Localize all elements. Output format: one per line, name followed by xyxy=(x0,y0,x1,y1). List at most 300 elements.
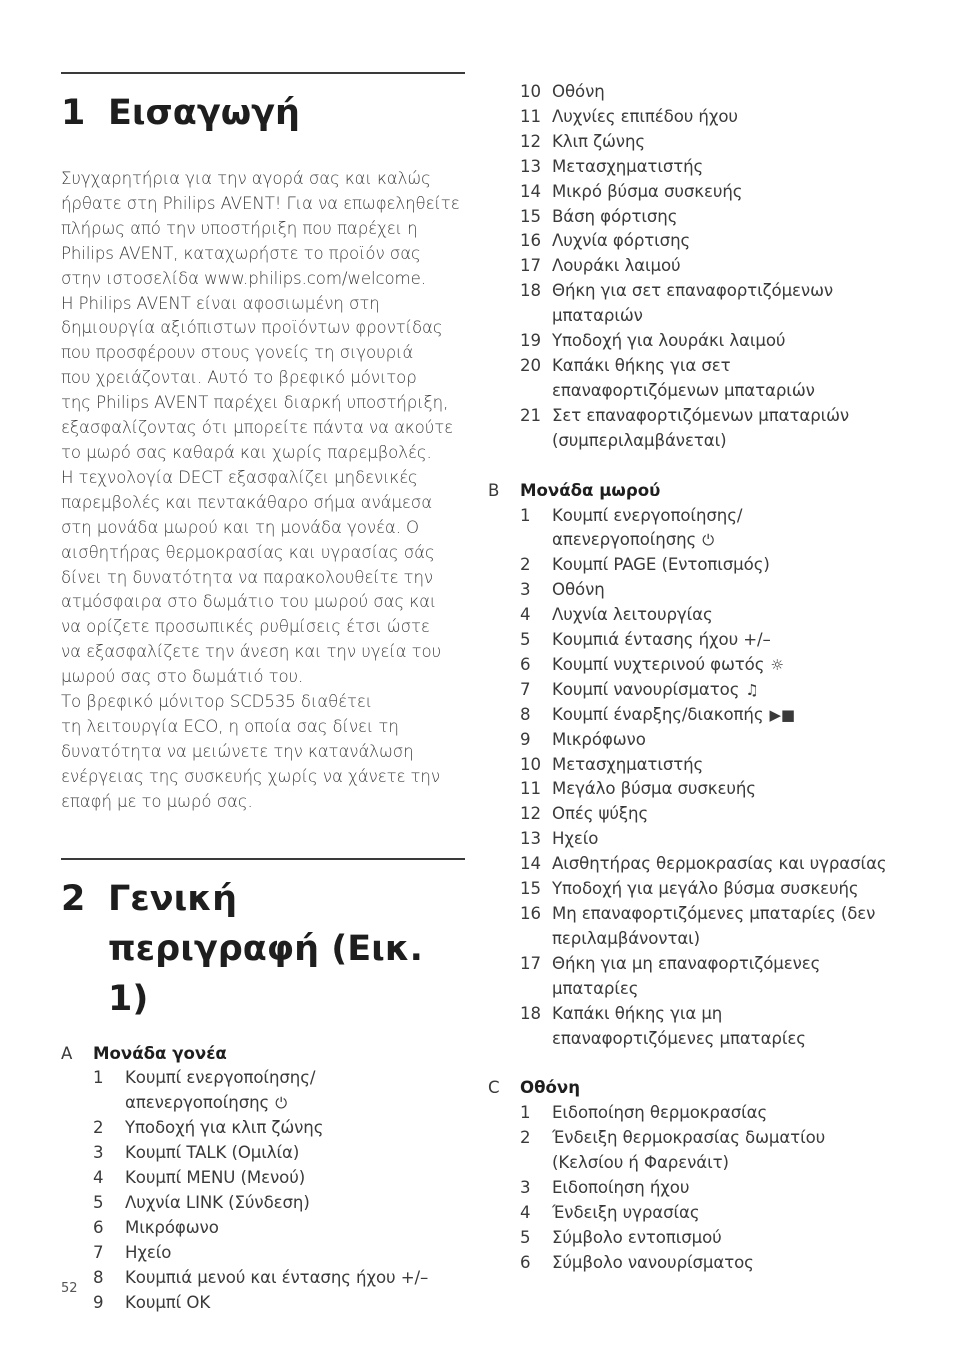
paragraph-line: δυνατότητα να μειώνετε την κατανάλωση xyxy=(61,741,414,761)
item-text-line xyxy=(552,279,928,304)
group-c-list xyxy=(488,1101,928,1275)
item-text-segment: Σύμβολο εντοπισμού xyxy=(552,1227,722,1247)
item-text xyxy=(488,1251,928,1276)
item-text-segment: Ένδειξη υγρασίας xyxy=(552,1202,700,1222)
item-text-segment: Κουμπί νυχτερινού φωτός xyxy=(552,654,765,674)
paragraph-line: να εξασφαλίζετε την άνεση και την υγεία του xyxy=(61,642,442,662)
group-b-list xyxy=(488,504,928,1052)
item-text-segment: Ειδοποίηση ήχου xyxy=(552,1178,690,1198)
item-text xyxy=(488,80,928,105)
list-item xyxy=(488,354,928,404)
group-c xyxy=(488,1076,928,1275)
item-text-line xyxy=(552,553,928,578)
item-text xyxy=(488,254,928,279)
item-text-line xyxy=(552,578,928,603)
item-text xyxy=(488,155,928,180)
item-number: 7 xyxy=(93,1242,104,1262)
group-a-list xyxy=(61,1066,465,1315)
paragraph-line: πλήρως από την υποστήριξη που παρέχει η xyxy=(61,218,418,238)
item-number: 6 xyxy=(520,1252,531,1272)
section-divider xyxy=(61,72,465,74)
item-text-segment: Καπάκι θήκης για μη xyxy=(552,1003,723,1023)
section-title: Εισαγωγή xyxy=(108,93,300,133)
item-text xyxy=(488,877,928,902)
item-text-segment: επαναφορτιζόμενων μπαταριών xyxy=(552,380,815,400)
list-item xyxy=(488,329,928,354)
list-item xyxy=(61,1191,465,1216)
list-item xyxy=(488,653,928,678)
section-2-heading xyxy=(61,874,465,1024)
item-text-line xyxy=(552,628,928,653)
paragraph-line: το μωρό σας καθαρά και χωρίς παρεμβολές. xyxy=(61,442,432,462)
item-text-segment: Λουράκι λαιμού xyxy=(552,256,681,276)
item-text xyxy=(488,753,928,778)
list-item xyxy=(488,404,928,454)
list-item xyxy=(488,603,928,628)
item-text-segment: Κουμπί νανουρίσματος xyxy=(552,679,740,699)
item-number: 19 xyxy=(520,331,541,351)
item-text-segment: Θήκη για σετ επαναφορτιζόμενων xyxy=(552,281,834,301)
item-text-segment: Μεγάλο βύσμα συσκευής xyxy=(552,779,756,799)
item-text xyxy=(488,1101,928,1126)
paragraph-line: ήρθατε στη Philips AVENT! Για να επωφεληθείτε xyxy=(61,193,460,213)
item-text-line xyxy=(552,354,928,379)
section-number: 2 xyxy=(61,878,86,919)
item-text-segment: Μετασχηματιστής xyxy=(552,754,704,774)
item-text-segment: περιλαμβάνονται) xyxy=(552,928,701,948)
item-text-segment: Οθόνη xyxy=(552,82,605,101)
group-a-header xyxy=(61,1042,465,1067)
item-text-segment: Κουμπί MENU (Μενού) xyxy=(125,1168,306,1188)
list-item xyxy=(488,155,928,180)
item-text-line xyxy=(552,130,928,155)
item-text-line xyxy=(125,1141,465,1166)
item-text-line xyxy=(552,678,928,703)
item-number: 14 xyxy=(520,854,541,874)
paragraph-line: Η Philips AVENT είναι αφοσιωμένη στη xyxy=(61,293,380,313)
item-text xyxy=(488,229,928,254)
item-text-segment: Κουμπί TALK (Ομιλία) xyxy=(125,1143,300,1163)
item-number: 11 xyxy=(520,106,541,126)
item-number: 21 xyxy=(520,405,541,425)
list-item xyxy=(488,902,928,952)
item-text xyxy=(488,404,928,454)
item-text xyxy=(488,105,928,130)
item-text xyxy=(61,1066,465,1116)
item-number: 6 xyxy=(520,654,531,674)
item-text xyxy=(488,827,928,852)
item-text-segment: μπαταρίες xyxy=(552,978,639,998)
section-1-heading xyxy=(61,88,465,138)
item-text xyxy=(488,578,928,603)
item-text-segment: Μη επαναφορτιζόμενες μπαταρίες (δεν xyxy=(552,904,876,923)
item-text-segment: Μετασχηματιστής xyxy=(552,156,704,176)
item-number: 9 xyxy=(520,729,531,749)
list-item xyxy=(488,130,928,155)
item-text-line xyxy=(552,1226,928,1251)
item-number: 17 xyxy=(520,256,541,276)
list-item xyxy=(61,1141,465,1166)
item-number: 8 xyxy=(520,704,531,724)
item-text-segment: Κουμπί ενεργοποίησης/ xyxy=(552,505,743,525)
item-text-line xyxy=(552,205,928,230)
item-number: 18 xyxy=(520,281,541,301)
item-text-segment: Λυχνία λειτουργίας xyxy=(552,605,713,625)
item-text-line xyxy=(125,1116,465,1141)
list-item xyxy=(488,852,928,877)
list-item xyxy=(488,80,928,105)
item-text xyxy=(488,777,928,802)
group-c-header xyxy=(488,1076,928,1101)
paragraph-line: μωρού σας στο δωμάτιό του. xyxy=(61,667,304,687)
item-text-segment: Οπές ψύξης xyxy=(552,804,649,824)
item-text xyxy=(488,728,928,753)
item-text-line xyxy=(552,1176,928,1201)
item-number: 3 xyxy=(520,580,531,600)
item-number: 2 xyxy=(93,1118,104,1138)
item-number: 12 xyxy=(520,804,541,824)
paragraph-line: που χρειάζονται. Αυτό το βρεφικό μόνιτορ xyxy=(61,368,417,388)
item-text xyxy=(488,1176,928,1201)
item-number: 10 xyxy=(520,754,541,774)
item-text-segment: Ηχείο xyxy=(552,829,599,849)
item-number: 5 xyxy=(520,1227,531,1247)
item-text xyxy=(488,329,928,354)
item-number: 6 xyxy=(93,1217,104,1237)
list-item xyxy=(488,802,928,827)
item-number: 18 xyxy=(520,1003,541,1023)
list-item xyxy=(488,1002,928,1052)
item-text-line xyxy=(552,229,928,254)
intro-paragraph xyxy=(61,167,465,815)
item-text-segment: επαναφορτιζόμενες μπαταρίες xyxy=(552,1028,806,1048)
item-text-line xyxy=(552,404,928,429)
list-item xyxy=(488,952,928,1002)
list-item xyxy=(488,827,928,852)
item-text-segment: Βάση φόρτισης xyxy=(552,206,678,226)
item-text-line xyxy=(552,852,928,877)
item-text-segment: Κουμπί έναρξης/διακοπής xyxy=(552,704,764,724)
item-number: 14 xyxy=(520,181,541,201)
section-number: 1 xyxy=(61,93,86,133)
item-text-line xyxy=(552,802,928,827)
paragraph-line: Το βρεφικό μόνιτορ SCD535 διαθέτει xyxy=(61,692,373,712)
item-text-segment: Καπάκι θήκης για σετ xyxy=(552,355,731,375)
item-text-segment: (Κελσίου ή Φαρενάιτ) xyxy=(552,1153,729,1173)
left-column xyxy=(61,72,465,1316)
item-text-line xyxy=(552,1002,928,1027)
item-text-line xyxy=(552,1027,928,1052)
group-b-header xyxy=(488,479,928,504)
list-item xyxy=(488,105,928,130)
item-text xyxy=(488,205,928,230)
item-text xyxy=(488,130,928,155)
item-text xyxy=(488,952,928,1002)
item-text xyxy=(488,703,928,728)
group-b xyxy=(488,479,928,1052)
item-text-line xyxy=(552,180,928,205)
section-title-line: περιγραφή (Εικ. 1) xyxy=(108,928,423,1019)
item-text-segment: Λυχνία LINK (Σύνδεση) xyxy=(125,1193,310,1212)
item-text-line xyxy=(552,528,928,553)
item-text xyxy=(488,1002,928,1052)
item-text-line xyxy=(552,703,928,728)
item-text xyxy=(61,1166,465,1191)
item-number: 3 xyxy=(520,1178,531,1198)
item-text-line xyxy=(552,379,928,404)
item-text xyxy=(488,553,928,578)
night-light-icon: ☼ xyxy=(770,655,784,674)
paragraph-line: παρεμβολές και πεντακάθαρο σήμα ανάμεσα xyxy=(61,492,433,512)
item-number: 11 xyxy=(520,779,541,799)
list-item xyxy=(61,1216,465,1241)
list-item xyxy=(488,1126,928,1176)
paragraph-line: που προσφέρουν στους γονείς τη σιγουριά xyxy=(61,343,414,363)
item-text xyxy=(488,279,928,329)
item-number: 1 xyxy=(520,1103,531,1123)
item-text xyxy=(488,653,928,678)
paragraph-line: αισθητήρας θερμοκρασίας και υγρασίας σάς xyxy=(61,542,435,562)
item-text xyxy=(61,1116,465,1141)
paragraph-line: ατμόσφαιρα στο δωμάτιο του μωρού σας και xyxy=(61,592,437,612)
item-text-line xyxy=(552,80,928,105)
item-text-line xyxy=(125,1291,465,1316)
list-item xyxy=(488,1201,928,1226)
paragraph-line: τη λειτουργία ECO, η οποία σας δίνει τη xyxy=(61,716,399,736)
item-text-line xyxy=(552,1101,928,1126)
power-icon: ⏻ xyxy=(275,1094,287,1113)
list-item xyxy=(61,1241,465,1266)
item-text-line xyxy=(552,1151,928,1176)
item-text xyxy=(488,1226,928,1251)
group-a-continued-list xyxy=(488,80,928,454)
item-text xyxy=(61,1216,465,1241)
item-text-line xyxy=(125,1191,465,1216)
page-number: 52 xyxy=(61,1281,78,1296)
power-icon: ⏻ xyxy=(702,531,714,550)
item-number: 20 xyxy=(520,355,541,375)
item-text-line xyxy=(552,927,928,952)
group-title: Μονάδα μωρού xyxy=(520,480,661,500)
item-text-line xyxy=(125,1091,465,1116)
item-text-line xyxy=(552,977,928,1002)
item-text-line xyxy=(552,1251,928,1276)
item-number: 8 xyxy=(93,1267,104,1287)
list-item xyxy=(488,229,928,254)
list-item xyxy=(488,1101,928,1126)
list-item xyxy=(488,504,928,554)
item-text-segment: Ηχείο xyxy=(125,1242,172,1262)
item-text-segment: Λυχνία φόρτισης xyxy=(552,231,691,251)
item-text xyxy=(488,628,928,653)
item-number: 2 xyxy=(520,1128,531,1148)
item-text-line xyxy=(552,329,928,354)
item-text xyxy=(488,1126,928,1176)
section-title-line: Γενική xyxy=(108,878,238,919)
item-text-segment: Κουμπί PAGE (Εντοπισμός) xyxy=(552,555,770,575)
paragraph-line: στη μονάδα μωρού και τη μονάδα γονέα. Ο xyxy=(61,517,420,537)
item-text-segment: Υποδοχή για μεγάλο βύσμα συσκευής xyxy=(552,879,859,899)
item-text-line xyxy=(552,603,928,628)
item-number: 5 xyxy=(93,1193,104,1212)
item-text-line xyxy=(125,1216,465,1241)
list-item xyxy=(488,628,928,653)
list-item xyxy=(488,728,928,753)
list-item xyxy=(488,1176,928,1201)
item-text-line xyxy=(125,1241,465,1266)
paragraph-line: Philips AVENT, καταχωρήστε το προϊόν σας xyxy=(61,243,421,263)
paragraph-line: να ορίζετε προσωπικές ρυθμίσεις έτσι ώστε xyxy=(61,617,430,637)
item-number: 10 xyxy=(520,82,541,101)
paragraph-line: στην ιστοσελίδα www.philips.com/welcome. xyxy=(61,268,426,288)
list-item xyxy=(61,1116,465,1141)
list-item xyxy=(488,777,928,802)
item-text-segment: Μικρό βύσμα συσκευής xyxy=(552,181,743,201)
item-number: 4 xyxy=(520,1202,531,1222)
list-item xyxy=(488,578,928,603)
list-item xyxy=(488,279,928,329)
item-text xyxy=(488,504,928,554)
group-letter: C xyxy=(488,1078,500,1098)
item-text xyxy=(488,1201,928,1226)
item-text-line xyxy=(552,155,928,180)
item-number: 5 xyxy=(520,630,531,650)
item-text xyxy=(488,678,928,703)
list-item xyxy=(488,703,928,728)
item-text-line xyxy=(552,1201,928,1226)
list-item xyxy=(61,1166,465,1191)
item-text-line xyxy=(552,254,928,279)
item-number: 7 xyxy=(520,679,531,699)
item-number: 1 xyxy=(520,505,531,525)
item-number: 13 xyxy=(520,829,541,849)
item-text-line xyxy=(125,1066,465,1091)
item-text-segment: (συμπεριλαμβάνεται) xyxy=(552,430,727,450)
item-text xyxy=(488,180,928,205)
item-number: 17 xyxy=(520,953,541,973)
paragraph-line: εξασφαλίζοντας ότι μπορείτε πάντα να ακούτε xyxy=(61,418,453,438)
item-text xyxy=(488,354,928,404)
item-number: 12 xyxy=(520,131,541,151)
item-text xyxy=(61,1241,465,1266)
item-text-line xyxy=(552,777,928,802)
item-number: 3 xyxy=(93,1143,104,1163)
group-a xyxy=(61,1042,465,1316)
list-item xyxy=(61,1066,465,1116)
item-text-line xyxy=(552,728,928,753)
item-text-line xyxy=(552,653,928,678)
list-item xyxy=(488,205,928,230)
list-item xyxy=(488,678,928,703)
item-text-segment: Υποδοχή για λουράκι λαιμού xyxy=(552,331,786,351)
list-item xyxy=(61,1266,465,1291)
item-text-segment: Οθόνη xyxy=(552,580,605,600)
item-text xyxy=(488,802,928,827)
item-number: 13 xyxy=(520,156,541,176)
item-text-segment: Αισθητήρας θερμοκρασίας και υγρασίας xyxy=(552,854,887,874)
item-number: 4 xyxy=(93,1168,104,1188)
item-number: 2 xyxy=(520,555,531,575)
item-text-segment: απενεργοποίησης xyxy=(552,530,697,550)
item-text-segment: Σετ επαναφορτιζόμενων μπαταριών xyxy=(552,405,850,425)
paragraph-line: της Philips AVENT παρέχει διαρκή υποστήριξη, xyxy=(61,393,449,413)
list-item xyxy=(488,1226,928,1251)
group-letter: A xyxy=(61,1043,73,1063)
paragraph-line: Η τεχνολογία DECT εξασφαλίζει μηδενικές xyxy=(61,467,418,487)
item-text xyxy=(61,1291,465,1316)
item-text-line xyxy=(552,304,928,329)
paragraph-line: επαφή με το μωρό σας. xyxy=(61,791,253,811)
group-title: Οθόνη xyxy=(520,1078,581,1098)
item-text-segment: μπαταριών xyxy=(552,306,643,326)
item-text-segment: Θήκη για μη επαναφορτιζόμενες xyxy=(552,953,821,973)
item-text xyxy=(61,1141,465,1166)
paragraph-line: δημιουργία αξιόπιστων προϊόντων φροντίδας xyxy=(61,318,443,338)
group-letter: B xyxy=(488,480,500,500)
item-text-line xyxy=(552,877,928,902)
item-text-segment: Κουμπιά μενού και έντασης ήχου +/– xyxy=(125,1267,429,1287)
item-text-segment: Σύμβολο νανουρίσματος xyxy=(552,1252,754,1272)
list-item xyxy=(488,553,928,578)
item-text-segment: Κουμπί ενεργοποίησης/ xyxy=(125,1068,316,1088)
right-column xyxy=(488,80,928,1276)
item-text-segment: Υποδοχή για κλιπ ζώνης xyxy=(125,1118,324,1138)
item-text xyxy=(488,603,928,628)
item-text-line xyxy=(552,429,928,454)
item-text-line xyxy=(125,1166,465,1191)
item-text-line xyxy=(552,1126,928,1151)
item-text-line xyxy=(552,753,928,778)
item-text-line xyxy=(552,902,928,927)
list-item xyxy=(488,254,928,279)
play-stop-icon: ▶■ xyxy=(769,705,795,724)
item-number: 4 xyxy=(520,605,531,625)
item-text xyxy=(488,852,928,877)
list-item xyxy=(488,877,928,902)
paragraph-line: Συγχαρητήρια για την αγορά σας και καλώς xyxy=(61,169,431,188)
item-text xyxy=(488,902,928,952)
item-text-segment: Μικρόφωνο xyxy=(125,1217,219,1237)
list-item xyxy=(488,180,928,205)
item-text-line xyxy=(552,827,928,852)
item-text-line xyxy=(552,952,928,977)
item-number: 15 xyxy=(520,879,541,899)
list-item xyxy=(488,1251,928,1276)
group-title: Μονάδα γονέα xyxy=(93,1043,227,1063)
item-number: 15 xyxy=(520,206,541,226)
item-text-line xyxy=(552,504,928,529)
item-text xyxy=(61,1266,465,1291)
paragraph-line: ενέργειας της συσκευής χωρίς να χάνετε την xyxy=(61,766,440,786)
item-number: 9 xyxy=(93,1292,104,1312)
item-text-segment: Λυχνίες επιπέδου ήχου xyxy=(552,106,738,126)
item-text-line xyxy=(552,105,928,130)
item-number: 16 xyxy=(520,231,541,251)
section-divider xyxy=(61,858,465,860)
list-item xyxy=(488,753,928,778)
item-text-segment: Κλιπ ζώνης xyxy=(552,131,646,151)
item-text-segment: Κουμπί OK xyxy=(125,1292,211,1312)
lullaby-icon: ♫ xyxy=(745,680,759,699)
item-text-segment: απενεργοποίησης xyxy=(125,1093,270,1113)
item-text-segment: Μικρόφωνο xyxy=(552,729,646,749)
paragraph-line: δίνει τη δυνατότητα να παρακολουθείτε την xyxy=(61,567,434,587)
item-text-segment: Κουμπιά έντασης ήχου +/– xyxy=(552,630,771,650)
item-text-segment: Ειδοποίηση θερμοκρασίας xyxy=(552,1103,768,1123)
item-number: 1 xyxy=(93,1068,104,1088)
item-number: 16 xyxy=(520,904,541,923)
item-text xyxy=(61,1191,465,1216)
